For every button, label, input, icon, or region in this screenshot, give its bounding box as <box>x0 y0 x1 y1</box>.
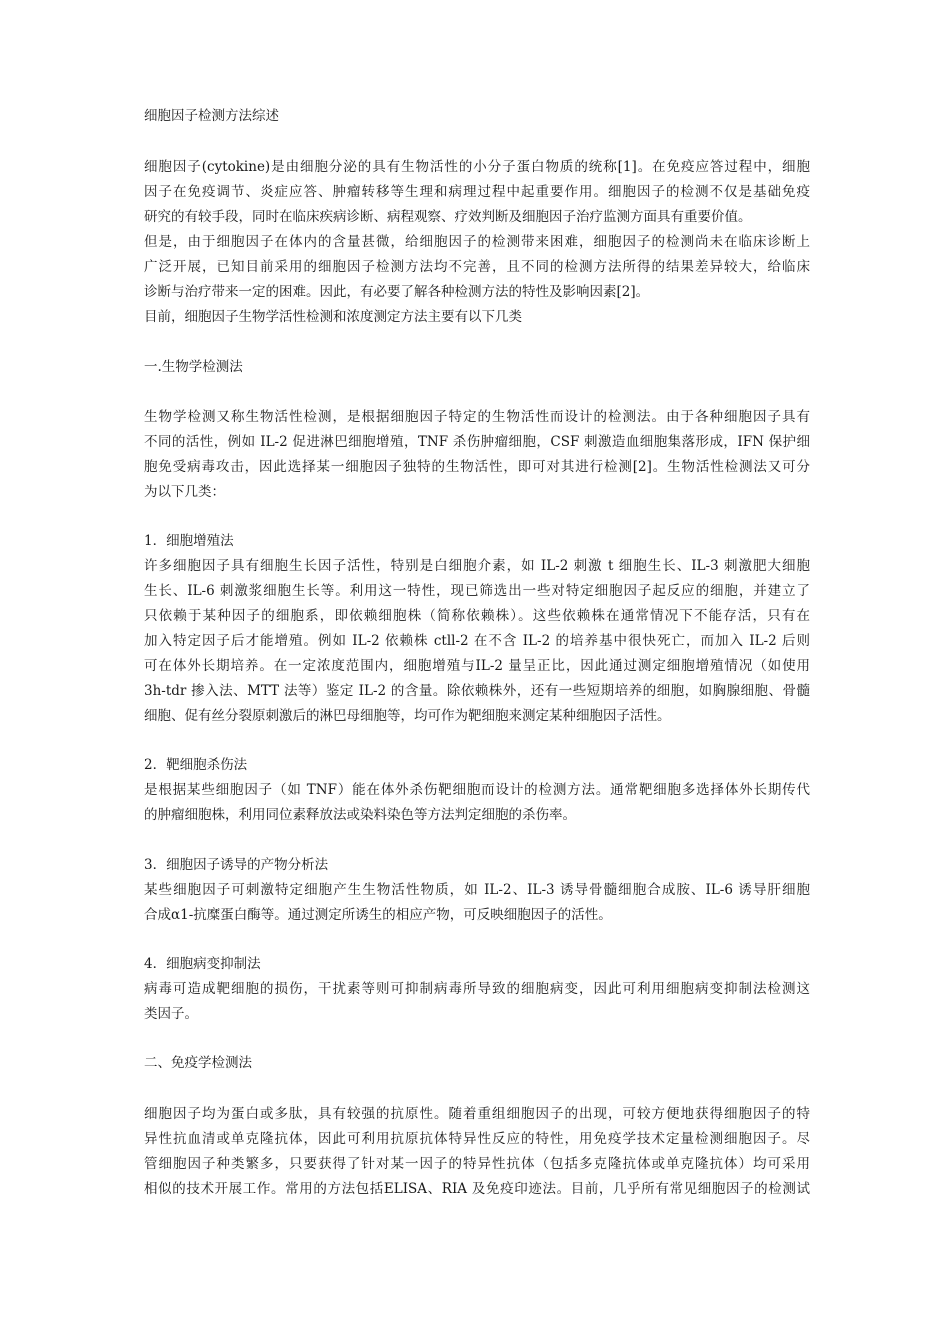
sub1-heading: 1．细胞增殖法 <box>144 533 234 549</box>
section2-heading: 二、免疫学检测法 <box>144 1055 252 1071</box>
sub3-line-2: 合成α1-抗糜蛋白酶等。通过测定所诱生的相应产物，可反映细胞因子的活性。 <box>144 907 612 923</box>
sub2-line-1: 是根据某些细胞因子（如 TNF）能在体外杀伤靶细胞而设计的检测方法。通常靶细胞多选择体外长期传代 <box>144 782 810 798</box>
intro-p1-line-1: 细胞因子(cytokine)是由细胞分泌的具有生物活性的小分子蛋白物质的统称[1]。在免疫应答过程中，细胞 <box>144 159 810 175</box>
section2-line-3: 管细胞因子种类繁多，只要获得了针对某一因子的特异性抗体（包括多克隆抗体或单克隆抗体）均可采用 <box>144 1156 810 1172</box>
sub1-line-7: 细胞、促有丝分裂原刺激后的淋巴母细胞等，均可作为靶细胞来测定某种细胞因子活性。 <box>144 708 671 724</box>
section1-intro-line-4: 为以下几类： <box>144 484 225 500</box>
intro-p2-line-3: 诊断与治疗带来一定的困难。因此，有必要了解各种检测方法的特性及影响因素[2]。 <box>144 284 650 300</box>
intro-p2-line-2: 广泛开展，已知目前采用的细胞因子检测方法均不完善，且不同的检测方法所得的结果差异较大，给临床 <box>144 259 810 275</box>
sub4-heading: 4．细胞病变抑制法 <box>144 956 261 972</box>
sub1-line-4: 加入特定因子后才能增殖。例如 IL-2 依赖株 ctll-2 在不含 IL-2 的培养基中很快死亡，而加入 IL-2 后则 <box>144 633 810 649</box>
document-title: 细胞因子检测方法综述 <box>144 108 279 124</box>
intro-p2-line-1: 但是，由于细胞因子在体内的含量甚微，给细胞因子的检测带来困难，细胞因子的检测尚未在临床诊断上 <box>144 234 810 250</box>
sub1-line-1: 许多细胞因子具有细胞生长因子活性，特别是白细胞介素，如 IL-2 刺激 t 细胞生长、IL-3 刺激肥大细胞 <box>144 558 810 574</box>
section2-line-2: 异性抗血清或单克隆抗体，因此可利用抗原抗体特异性反应的特性，用免疫学技术定量检测细胞因子。尽 <box>144 1131 810 1147</box>
sub2-line-2: 的肿瘤细胞株，利用同位素释放法或染料染色等方法判定细胞的杀伤率。 <box>144 807 576 823</box>
sub4-line-1: 病毒可造成靶细胞的损伤，干扰素等则可抑制病毒所导致的细胞病变，因此可利用细胞病变抑制法检测这 <box>144 981 810 997</box>
sub3-line-1: 某些细胞因子可刺激特定细胞产生生物活性物质，如 IL-2、IL-3 诱导骨髓细胞合成胺、IL-6 诱导肝细胞 <box>144 882 810 898</box>
section2-line-1: 细胞因子均为蛋白或多肽，具有较强的抗原性。随着重组细胞因子的出现，可较方便地获得细胞因子的特 <box>144 1106 810 1122</box>
section1-intro-line-1: 生物学检测又称生物活性检测，是根据细胞因子特定的生物活性而设计的检测法。由于各种细胞因子具有 <box>144 409 810 425</box>
section2-line-4: 相似的技术开展工作。常用的方法包括ELISA、RIA 及免疫印迹法。目前，几乎所有常见细胞因子的检测试 <box>144 1181 810 1197</box>
sub1-line-2: 生长、IL-6 刺激浆细胞生长等。利用这一特性，现已筛选出一些对特定细胞因子起反应的细胞，并建立了 <box>144 583 810 599</box>
sub1-line-5: 可在体外长期培养。在一定浓度范围内，细胞增殖与IL-2 量呈正比，因此通过测定细胞增殖情况（如使用 <box>144 658 810 674</box>
sub4-line-2: 类因子。 <box>144 1006 198 1022</box>
section1-heading: 一.生物学检测法 <box>144 359 243 375</box>
section1-intro-line-2: 不同的活性，例如 IL-2 促进淋巴细胞增殖，TNF 杀伤肿瘤细胞，CSF 刺激造血细胞集落形成，IFN 保护细 <box>144 434 810 450</box>
intro-p1-line-2: 因子在免疫调节、炎症应答、肿瘤转移等生理和病理过程中起重要作用。细胞因子的检测不仅是基础免疫 <box>144 184 810 200</box>
intro-p3: 目前，细胞因子生物学活性检测和浓度测定方法主要有以下几类 <box>144 309 522 325</box>
section1-intro-line-3: 胞免受病毒攻击，因此选择某一细胞因子独特的生物活性，即可对其进行检测[2]。生物活性检测法又可分 <box>144 459 810 475</box>
sub1-line-3: 只依赖于某种因子的细胞系，即依赖细胞株（简称依赖株）。这些依赖株在通常情况下不能存活，只有在 <box>144 608 810 624</box>
sub3-heading: 3．细胞因子诱导的产物分析法 <box>144 857 329 873</box>
sub2-heading: 2．靶细胞杀伤法 <box>144 757 248 773</box>
intro-p1-line-3: 研究的有较手段，同时在临床疾病诊断、病程观察、疗效判断及细胞因子治疗监测方面具有重要价值。 <box>144 209 752 225</box>
sub1-line-6: 3h-tdr 掺入法、MTT 法等）鉴定 IL-2 的含量。除依赖株外，还有一些短期培养的细胞，如胸腺细胞、骨髓 <box>144 683 810 699</box>
